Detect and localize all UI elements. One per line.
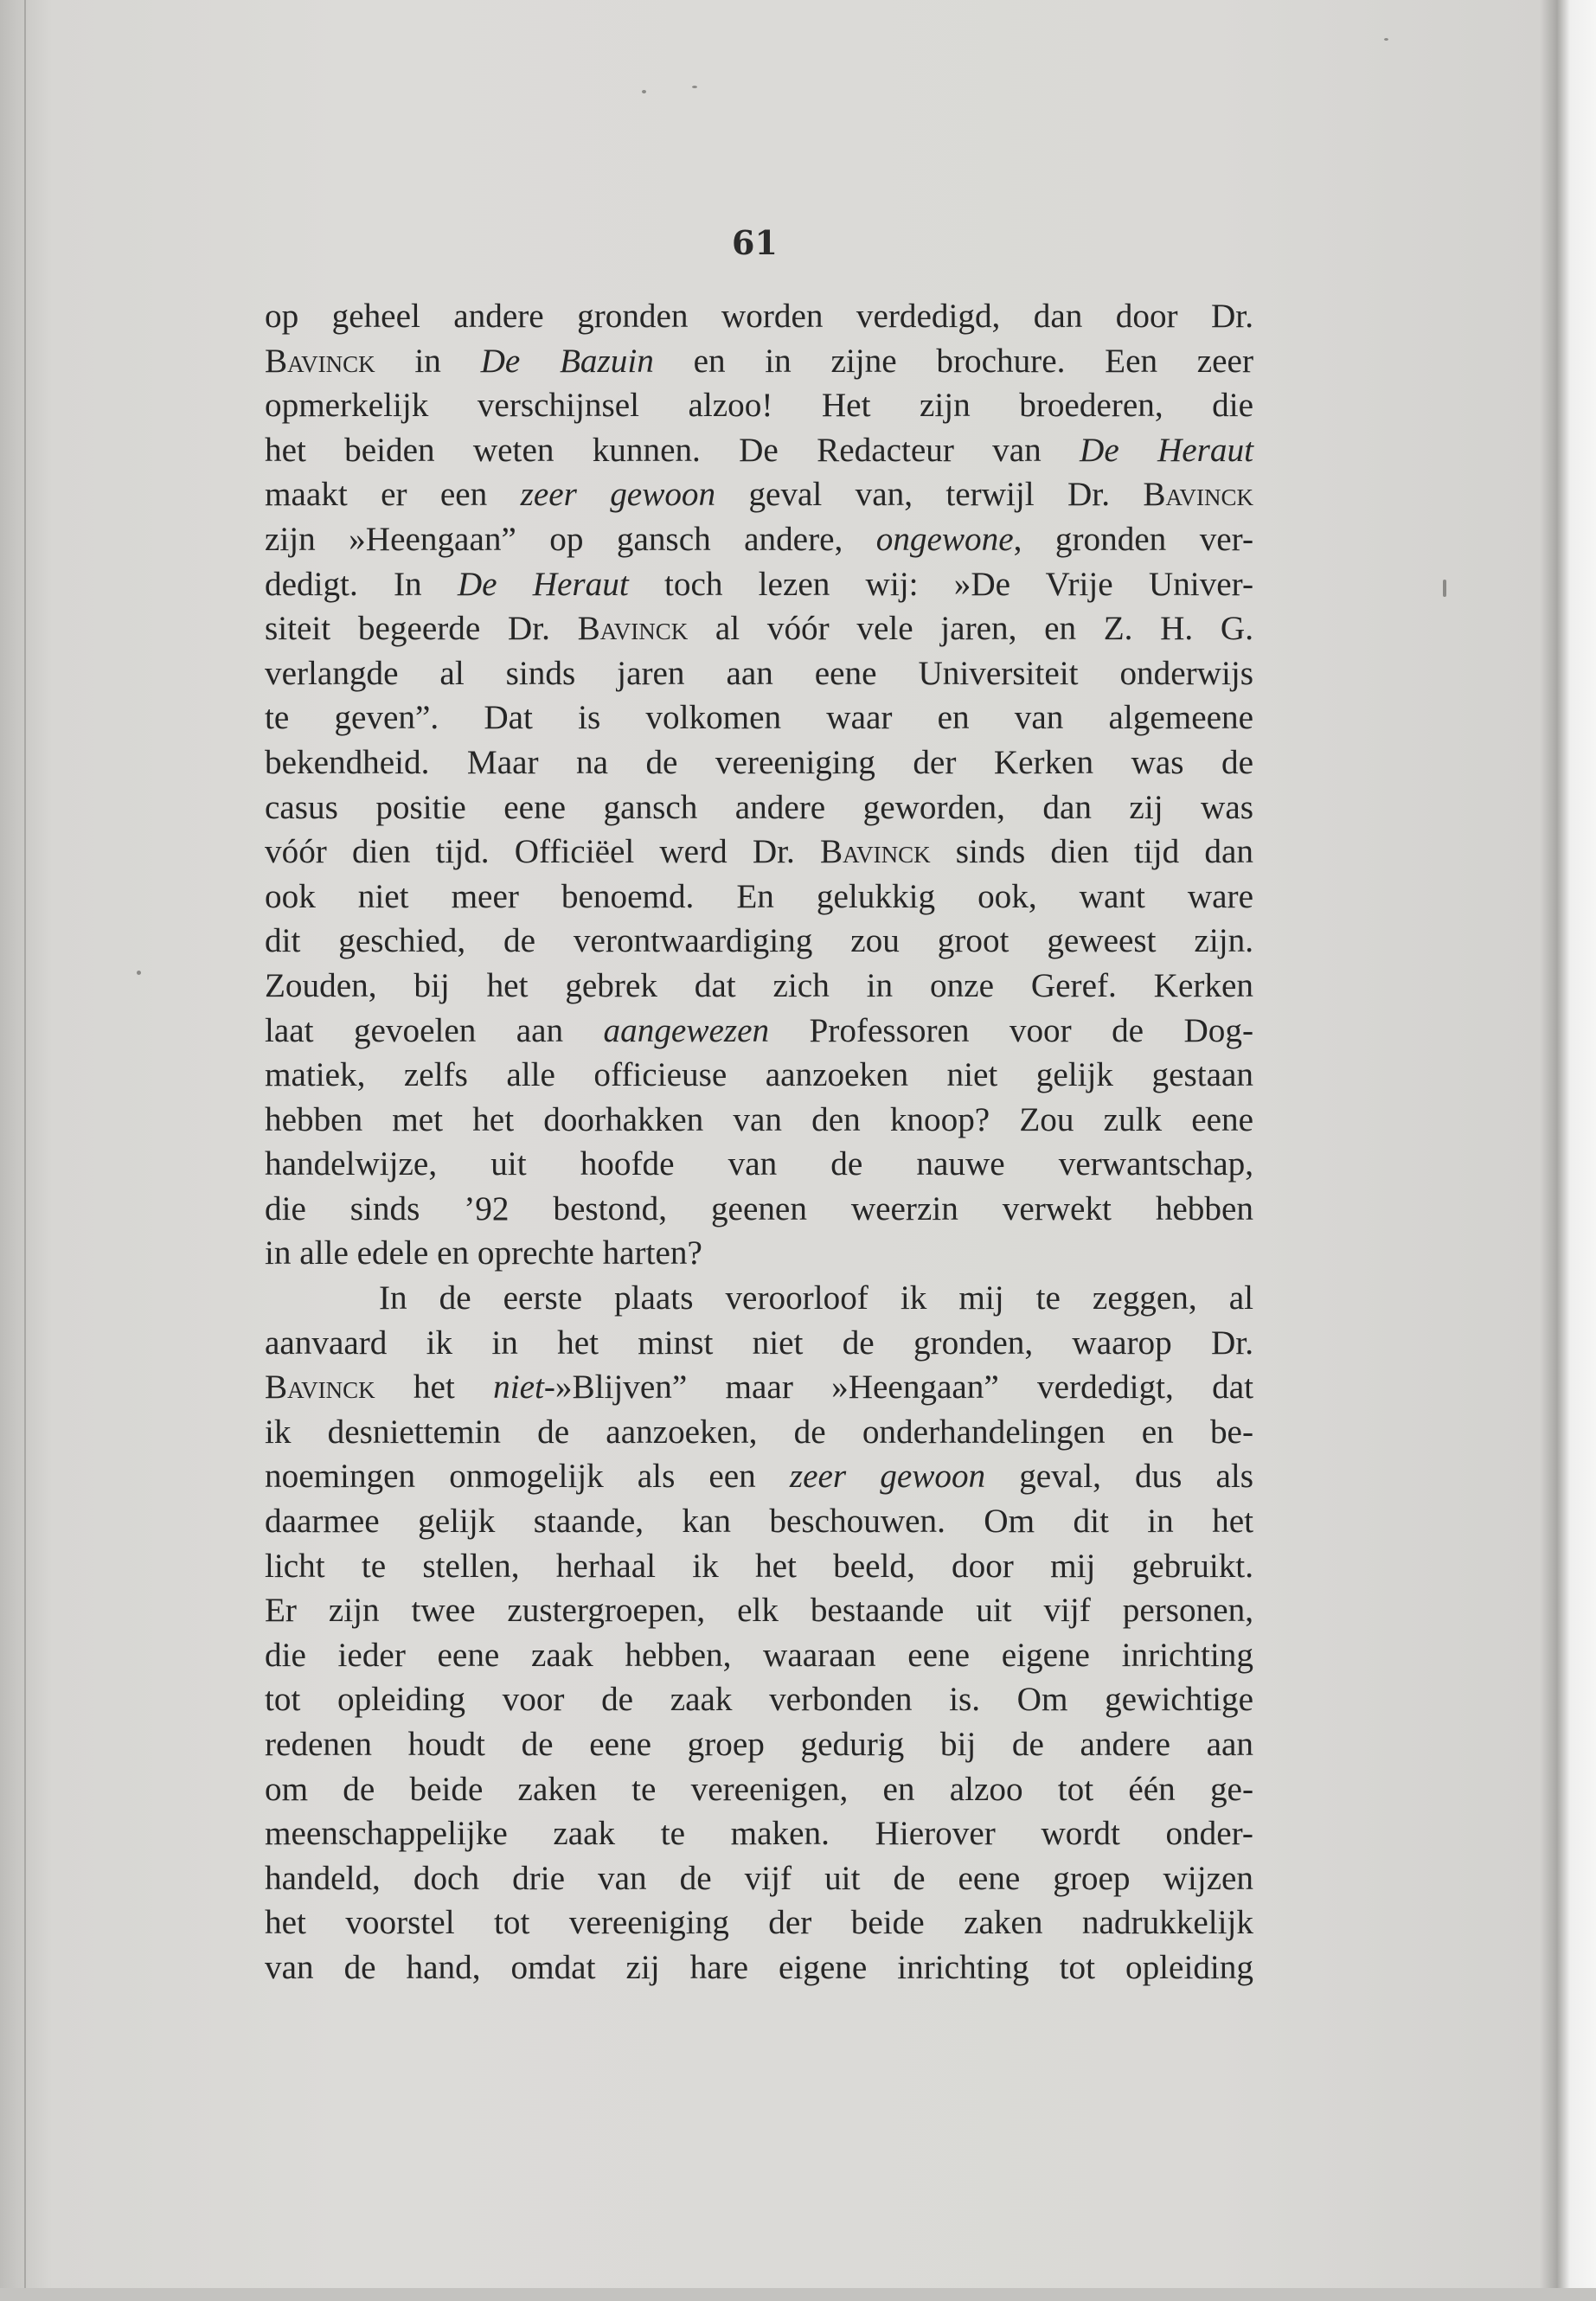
small-caps-name: Bavinck: [819, 833, 931, 871]
text-line: casus positie eene gansch andere geworden, dan zij was: [265, 788, 1253, 826]
text-line: het beiden weten kunnen. De Redacteur van De Heraut: [265, 431, 1253, 469]
text-line: dedigt. In De Heraut toch lezen wij: »De Vrije Univer-: [265, 565, 1253, 603]
text-line: handeld, doch drie van de vijf uit de eene groep wijzen: [265, 1859, 1253, 1897]
text-line: om de beide zaken te vereenigen, en alzoo tot één ge-: [265, 1770, 1253, 1808]
italic-emphasis: De Heraut: [457, 565, 629, 603]
italic-emphasis: aangewezen: [603, 1011, 770, 1049]
italic-emphasis: ongewone: [875, 520, 1014, 558]
scan-speck: [1443, 580, 1446, 597]
page-number: 61: [732, 223, 778, 262]
text-line: redenen houdt de eene groep gedurig bij de andere aan: [265, 1726, 1253, 1763]
paragraph-start-line: In de eerste plaats veroorloof ik mij te zeggen, al: [379, 1279, 1253, 1317]
italic-emphasis: De Bazuin: [480, 342, 654, 380]
italic-emphasis: De Heraut: [1080, 431, 1253, 469]
paragraph-end-line: in alle edele en oprechte harten?: [265, 1234, 702, 1272]
italic-emphasis: zeer gewoon: [789, 1458, 986, 1496]
scan-speck: [692, 86, 697, 88]
text-line: dit geschied, de verontwaardiging zou groot geweest zijn.: [265, 922, 1253, 960]
small-caps-name: Bavinck: [265, 1368, 375, 1407]
text-line: op geheel andere gronden worden verdedigd, dan door Dr.: [265, 298, 1253, 335]
text-line: handelwijze, uit hoofde van de nauwe verwantschap,: [265, 1145, 1253, 1183]
text-line: ook niet meer benoemd. En gelukkig ook, want ware: [265, 877, 1253, 915]
text-line: opmerkelijk verschijnsel alzoo! Het zijn broederen, die: [265, 387, 1253, 425]
binding-edge: [24, 0, 26, 2301]
text-line: meenschappelijke zaak te maken. Hierover wordt onder-: [265, 1815, 1253, 1853]
text-line: zijn »Heengaan” op gansch andere, ongewone, gronden ver-: [265, 520, 1253, 558]
text-line: het voorstel tot vereeniging der beide zaken nadrukkelijk: [265, 1904, 1253, 1942]
text-line: te geven”. Dat is volkomen waar en van algemeene: [265, 699, 1253, 737]
small-caps-name: Bavinck: [265, 342, 375, 380]
text-line: van de hand, omdat zij hare eigene inrichting tot opleiding: [265, 1948, 1253, 1986]
text-line: Bavinck het niet-»Blijven” maar »Heengaan” verdedigt, dat: [265, 1368, 1253, 1407]
text-line: hebben met het doorhakken van den knoop? Zou zulk eene: [265, 1100, 1253, 1138]
text-line: siteit begeerde Dr. Bavinck al vóór vele jaren, en Z. H. G.: [265, 610, 1253, 648]
text-line: die sinds ’92 bestond, geenen weerzin verwekt hebben: [265, 1189, 1253, 1227]
scan-bottom-edge: [0, 2288, 1596, 2301]
body-text: [265, 294, 1253, 1990]
text-line: daarmee gelijk staande, kan beschouwen. Om dit in het: [265, 1503, 1253, 1541]
scan-speck: [1384, 38, 1388, 41]
text-line: licht te stellen, herhaal ik het beeld, door mij gebruikt.: [265, 1547, 1253, 1585]
italic-emphasis: zeer gewoon: [520, 476, 716, 514]
small-caps-name: Bavinck: [1143, 476, 1253, 514]
text-line: Zouden, bij het gebrek dat zich in onze Geref. Kerken: [265, 966, 1253, 1004]
italic-emphasis: niet-: [493, 1368, 555, 1407]
text-line: noemingen onmogelijk als een zeer gewoon geval, dus als: [265, 1458, 1253, 1496]
text-line: aanvaard ik in het minst niet de gronden, waarop Dr.: [265, 1324, 1253, 1362]
text-line: verlangde al sinds jaren aan eene Universiteit onderwijs: [265, 654, 1253, 692]
text-line: Bavinck in De Bazuin en in zijne brochure. Een zeer: [265, 342, 1253, 380]
text-line: Er zijn twee zustergroepen, elk bestaande uit vijf personen,: [265, 1592, 1253, 1630]
text-line: tot opleiding voor de zaak verbonden is. Om gewichtige: [265, 1681, 1253, 1719]
text-line: bekendheid. Maar na de vereeniging der Kerken was de: [265, 743, 1253, 781]
small-caps-name: Bavinck: [577, 610, 689, 648]
text-line: maakt er een zeer gewoon geval van, terwijl Dr. Bavinck: [265, 476, 1253, 514]
text-line: die ieder eene zaak hebben, waaraan eene eigene inrichting: [265, 1636, 1253, 1674]
text-line: vóór dien tijd. Officiëel werd Dr. Bavinck sinds dien tijd dan: [265, 833, 1253, 871]
text-line: ik desniettemin de aanzoeken, de onderhandelingen en be-: [265, 1413, 1253, 1451]
text-line: laat gevoelen aan aangewezen Professoren voor de Dog-: [265, 1011, 1253, 1049]
scan-speck: [642, 90, 646, 93]
scan-speck: [137, 971, 141, 975]
text-line: matiek, zelfs alle officieuse aanzoeken niet gelijk gestaan: [265, 1056, 1253, 1094]
